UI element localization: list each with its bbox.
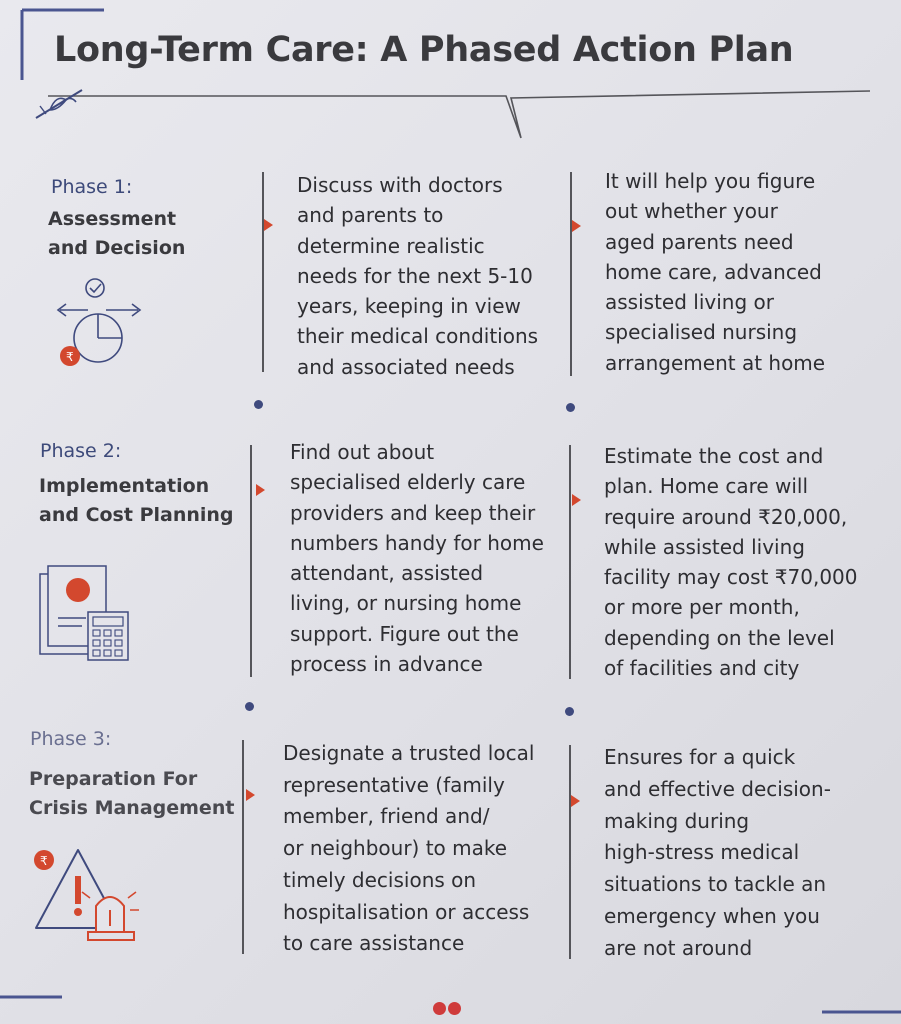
svg-text:₹: ₹	[40, 854, 48, 868]
phase-number: Phase 3:	[30, 728, 112, 750]
arrow-icon	[264, 219, 273, 231]
column-divider	[569, 745, 571, 959]
phase-name: Implementation and Cost Planning	[39, 475, 234, 526]
phase-number: Phase 1:	[51, 176, 133, 198]
documents-calculator-icon	[36, 562, 132, 662]
arrow-icon	[571, 795, 580, 807]
column-divider	[242, 740, 244, 954]
phase-name: Preparation For Crisis Management	[29, 768, 235, 819]
page-title: Long-Term Care: A Phased Action Plan	[54, 30, 794, 70]
phase-outcome-text: Estimate the cost and plan. Home care will require around ₹20,000, while assisted living facility may cost ₹70,000 or more per month, depending on the level of facilities and city	[604, 444, 858, 681]
pen-doodle-icon	[30, 84, 90, 124]
phase-outcome-text: Ensures for a quick and effective decision- making during high-stress medical situations to tackle an emergency when you are not around	[604, 745, 831, 960]
column-divider	[570, 172, 572, 376]
phase-action-text: Find out about specialised elderly care providers and keep their numbers handy for home attendant, assisted living, or nursing home support. Figure out the process in advance	[290, 440, 544, 677]
row-separator-dot	[254, 400, 263, 409]
page-marker-dot	[433, 1002, 446, 1015]
phase-outcome-text: It will help you figure out whether your aged parents need home care, advanced assisted living or specialised nursing arrangement at home	[605, 169, 826, 375]
warning-siren-icon	[30, 840, 142, 944]
column-divider	[250, 445, 252, 677]
phase-number: Phase 2:	[40, 440, 122, 462]
arrow-icon	[572, 220, 581, 232]
arrow-icon	[256, 484, 265, 496]
phase-name: Assessment and Decision	[48, 208, 186, 259]
arrow-icon	[246, 789, 255, 801]
column-divider	[569, 445, 571, 679]
svg-text:₹: ₹	[66, 350, 74, 364]
arrow-icon	[572, 494, 581, 506]
row-separator-dot	[245, 702, 254, 711]
decision-chart-icon	[48, 276, 148, 374]
phase-action-text: Designate a trusted local representative (family member, friend and/ or neighbour) to make timely decisions on hospitalisation or access to care assistance	[283, 741, 535, 956]
page-marker-dot	[448, 1002, 461, 1015]
phase-action-text: Discuss with doctors and parents to determine realistic needs for the next 5-10 years, keeping in view their medical conditions and associated needs	[297, 173, 539, 379]
column-divider	[262, 172, 264, 372]
row-separator-dot	[565, 707, 574, 716]
row-separator-dot	[566, 403, 575, 412]
